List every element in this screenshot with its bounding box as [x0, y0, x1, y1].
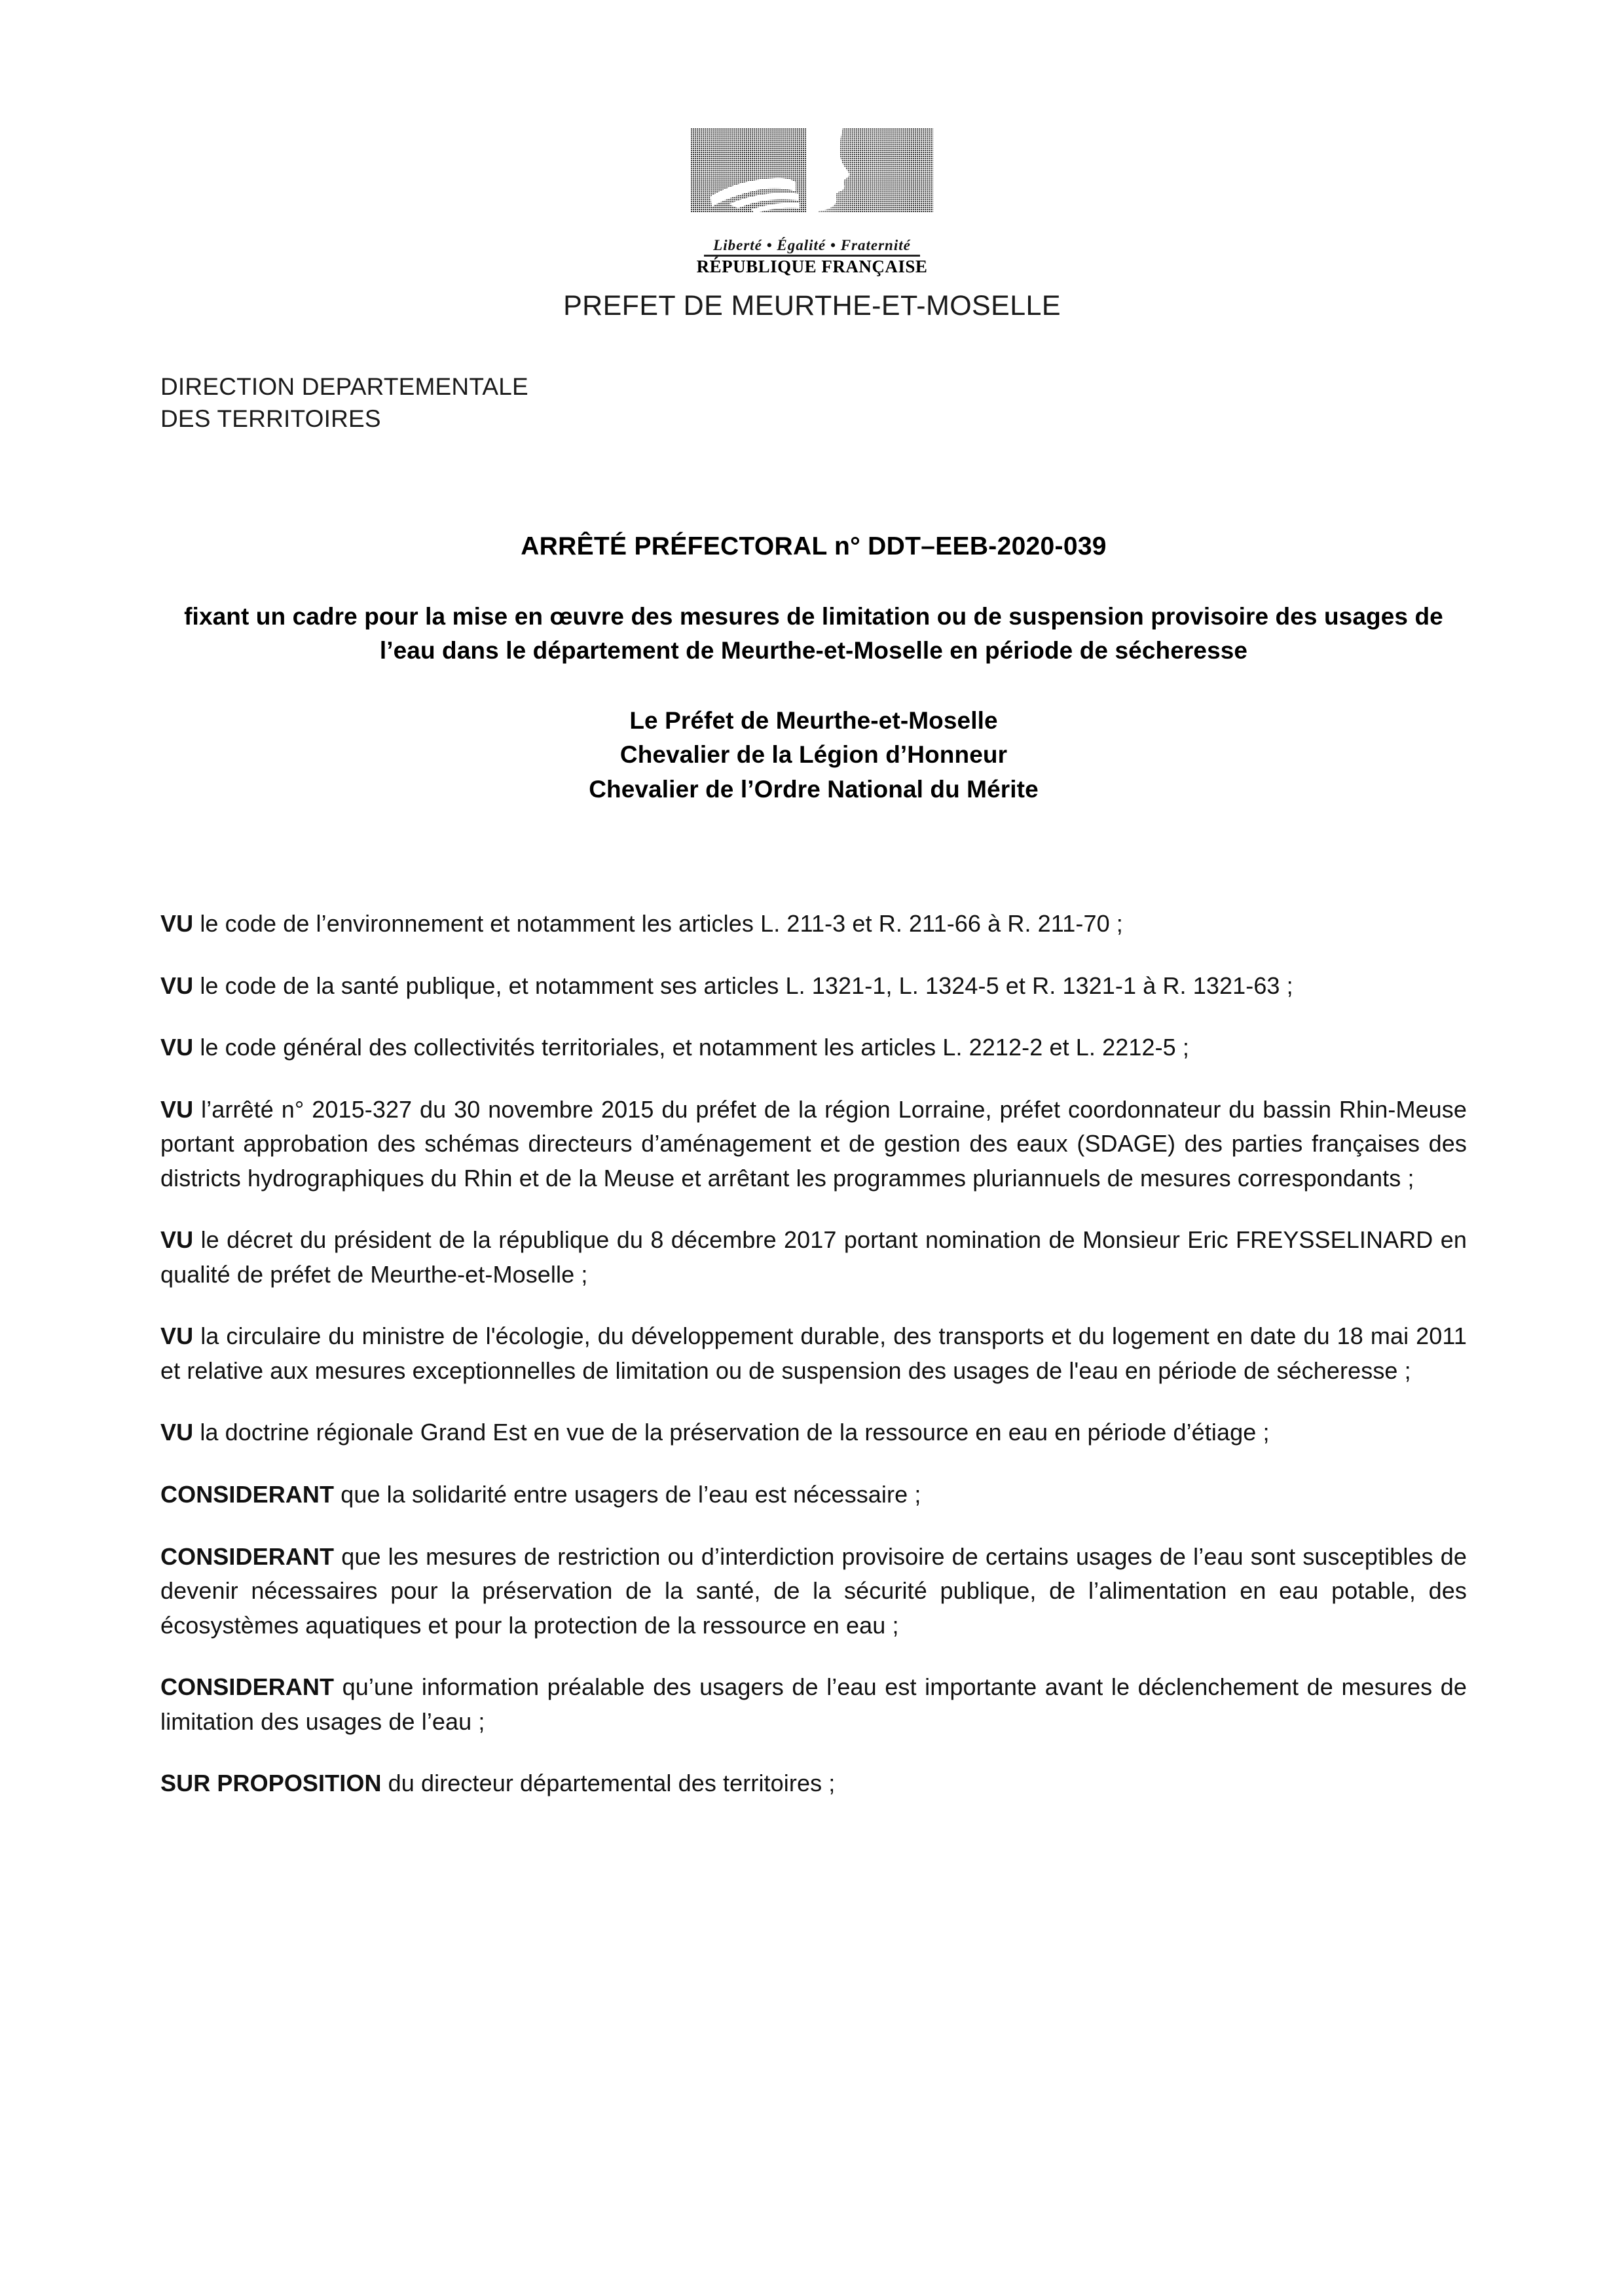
clause-keyword: CONSIDERANT — [160, 1673, 335, 1701]
clause-paragraph — [160, 969, 1467, 1004]
marianne-emblem-icon — [691, 128, 933, 233]
clause-keyword: CONSIDERANT — [160, 1542, 335, 1570]
clause-text: que les mesures de restriction ou d’interdiction provisoire de certains usages de l’eau sont susceptibles de devenir nécessaires pour la préservation de la santé, de la sécurité publique, de l’alimentation en eau potable, des écosystèmes aquatiques et pour la protection de la ressource en eau ; — [160, 1542, 1467, 1639]
clause-keyword: VU — [160, 1095, 194, 1123]
clause-text: qu’une information préalable des usagers de l’eau est importante avant le déclenchement de mesures de limitation des usages de l’eau ; — [160, 1673, 1467, 1735]
clause-keyword: VU — [160, 972, 194, 999]
directorate-line-2: DES TERRITOIRES — [160, 405, 381, 433]
clause-text: le code général des collectivités territoriales, et notamment les articles L. 2212-2 et L. 2212-5 ; — [193, 1034, 1190, 1061]
clause-paragraph — [160, 1670, 1467, 1739]
clause-keyword: CONSIDERANT — [160, 1481, 335, 1508]
signatory-line-2: Chevalier de la Légion d’Honneur — [619, 741, 1008, 769]
clause-text: la doctrine régionale Grand Est en vue de la préservation de la ressource en eau en période d’étiage ; — [193, 1419, 1270, 1446]
clause-paragraph — [160, 1319, 1467, 1388]
clause-text: le décret du président de la république du 8 décembre 2017 portant nomination de Monsieur Eric FREYSSELINARD en qualité de préfet de Meurthe-et-Moselle ; — [160, 1226, 1467, 1288]
clause-text: que la solidarité entre usagers de l’eau est nécessaire ; — [334, 1481, 921, 1508]
directorate-block — [160, 371, 528, 435]
clauses-list — [160, 907, 1467, 1801]
clause-keyword: SUR PROPOSITION — [160, 1770, 382, 1797]
clause-keyword: VU — [160, 1419, 194, 1446]
republic-emblem-block — [0, 128, 1624, 276]
document-number: ARRÊTÉ PRÉFECTORAL n° DDT–EEB-2020-039 — [521, 532, 1107, 560]
signatory-titles — [160, 704, 1467, 807]
clause-paragraph — [160, 1540, 1467, 1643]
clause-paragraph — [160, 1415, 1467, 1450]
directorate-line-1: DIRECTION DEPARTEMENTALE — [160, 373, 528, 400]
clause-paragraph — [160, 907, 1467, 941]
clause-paragraph — [160, 1030, 1467, 1065]
clause-text: l’arrêté n° 2015-327 du 30 novembre 2015 du préfet de la région Lorraine, préfet coordonnateur du bassin Rhin-Meuse portant approbation des schémas directeurs d’aménagement et de gestion des eaux (SDAGE) des parties françaises des districts hydrographiques du Rhin et de la Meuse et arrêtant les programmes pluriannuels de mesures correspondants ; — [160, 1095, 1467, 1192]
clause-paragraph — [160, 1093, 1467, 1196]
clause-keyword: VU — [160, 1322, 194, 1350]
clause-keyword: VU — [160, 1226, 194, 1254]
clause-paragraph — [160, 1223, 1467, 1292]
document-subject: fixant un cadre pour la mise en œuvre des mesures de limitation ou de suspension provisoire des usages de l’eau dans le département de Meurthe-et-Moselle en période de sécheresse — [184, 602, 1443, 665]
clause-keyword: VU — [160, 910, 194, 937]
signatory-line-3: Chevalier de l’Ordre National du Mérite — [589, 775, 1039, 803]
signatory-line-1: Le Préfet de Meurthe-et-Moselle — [629, 706, 998, 734]
prefecture-heading: PREFET DE MEURTHE-ET-MOSELLE — [563, 290, 1061, 321]
clause-paragraph — [160, 1478, 1467, 1512]
clause-text: du directeur départemental des territoires ; — [381, 1770, 836, 1797]
clause-paragraph — [160, 1766, 1467, 1801]
clause-text: le code de l’environnement et notamment les articles L. 211-3 et R. 211-66 à R. 211-70 ; — [193, 910, 1123, 937]
title-block — [160, 532, 1467, 807]
clause-text: le code de la santé publique, et notamment ses articles L. 1321-1, L. 1324-5 et R. 1321-1 à R. 1321-63 ; — [193, 972, 1293, 999]
clause-keyword: VU — [160, 1034, 194, 1061]
republic-name: RÉPUBLIQUE FRANÇAISE — [696, 257, 928, 276]
republic-motto: Liberté • Égalité • Fraternité — [713, 237, 911, 253]
clause-text: la circulaire du ministre de l'écologie, du développement durable, des transports et du logement en date du 18 mai 2011 et relative aux mesures exceptionnelles de limitation ou de suspension des usages de l'eau en période de sécheresse ; — [160, 1322, 1467, 1384]
